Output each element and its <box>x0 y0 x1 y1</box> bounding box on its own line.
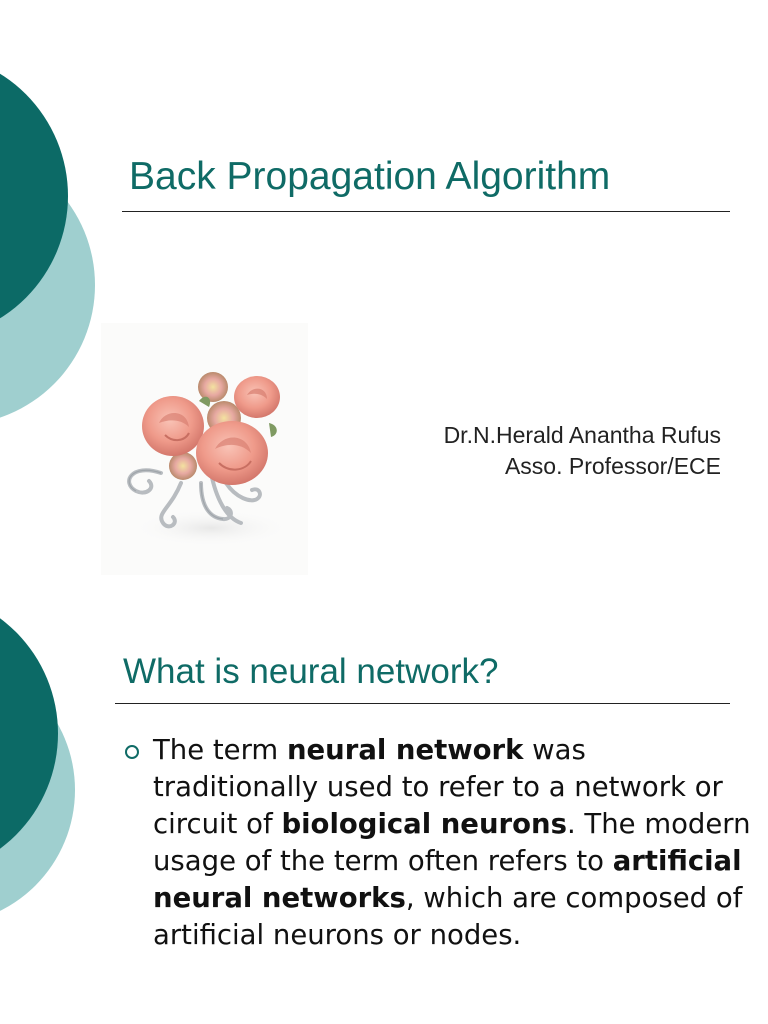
text-fragment: The term <box>153 734 287 766</box>
slide-2 <box>0 593 768 1024</box>
text-fragment: . The modern usage of the term often refers to <box>153 808 751 877</box>
author-role: Asso. Professor/ECE <box>504 453 721 479</box>
bold-term: neural network <box>286 734 524 766</box>
text-fragment: , which are composed of artificial neurons or nodes. <box>153 882 743 951</box>
slide-title: What is neural network? <box>123 652 499 691</box>
author-block <box>444 420 721 482</box>
bold-term: artificial neural networks <box>153 845 742 914</box>
hollow-circle-bullet-icon <box>125 745 139 759</box>
author-name: Dr.N.Herald Anantha Rufus <box>443 422 721 448</box>
title-underline <box>122 211 730 212</box>
bullet-paragraph <box>153 732 753 954</box>
title-underline <box>115 703 730 704</box>
rose-bouquet-icon <box>101 323 308 575</box>
bold-term: biological neurons <box>281 808 567 840</box>
text-fragment: was traditionally used to refer to a network or circuit of <box>153 734 723 840</box>
slide-title: Back Propagation Algorithm <box>129 155 611 198</box>
